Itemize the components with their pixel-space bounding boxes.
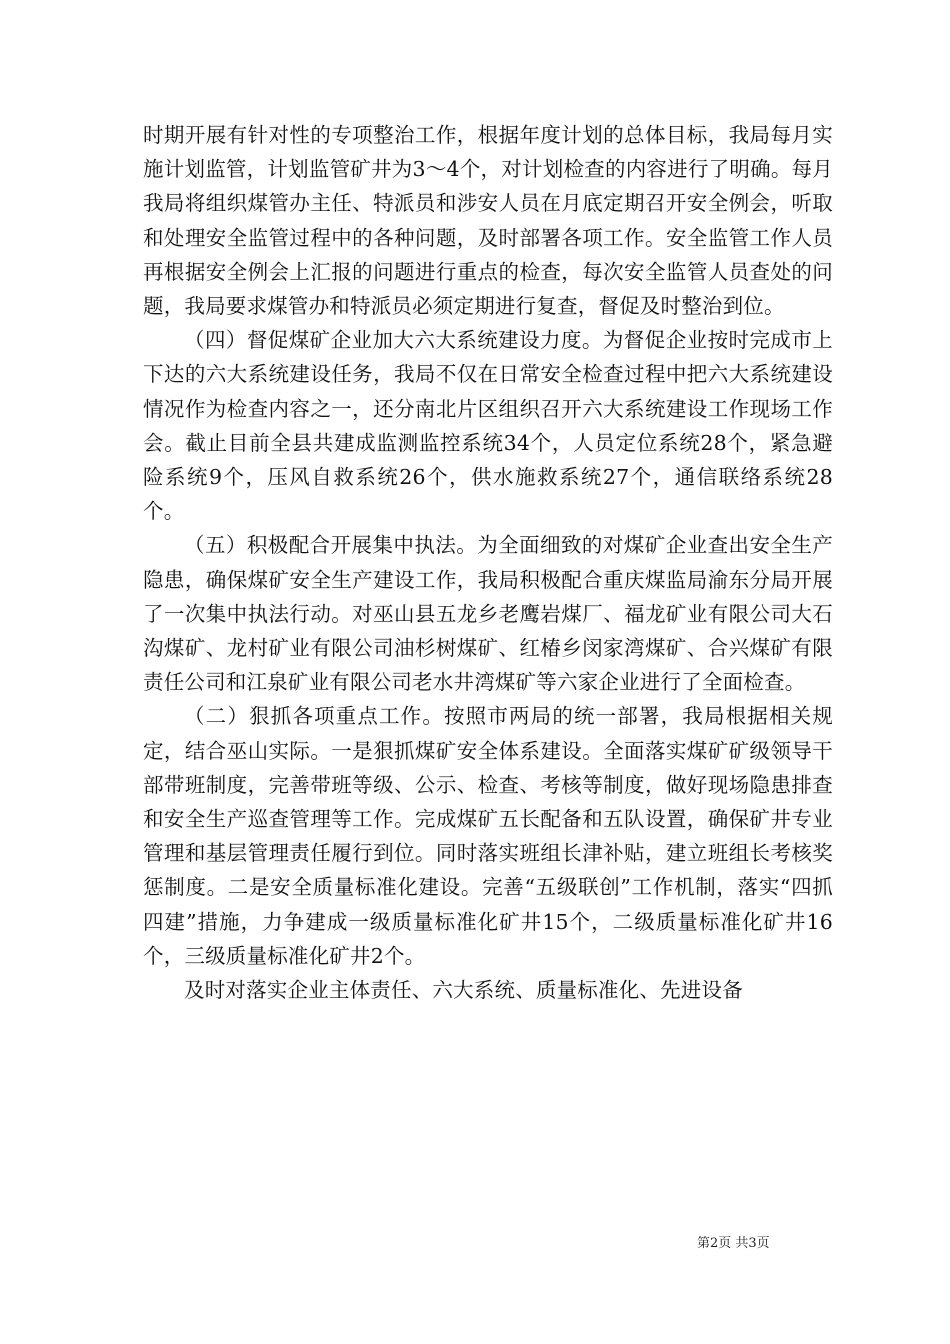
paragraph-5: 及时对落实企业主体责任、六大系统、质量标准化、先进设备 [184,978,743,1003]
paragraph-2: （四）督促煤矿企业加大六大系统建设力度。为督促企业按时完成市上下达的六大系统建设任务，我局不仅在日常安全检查过程中把六大系统建设情况作为检查内容之一，还分南北片区组织召开六大系统建设工作现场工作会。截止目前全县共建成监测监控系统34个，人员定位系统28个，紧急避险系统9个，压风自救系统26个，供水施救系统27个，通信联络系统28个。 [143,328,833,524]
body-text [143,118,833,1007]
paragraph-1: 时期开展有针对性的专项整治工作，根据年度计划的总体目标，我局每月实施计划监管，计划监管矿井为3～4个，对计划检查的内容进行了明确。每月我局将组织煤管办主任、特派员和涉安人员在月底定期召开安全例会，听取和处理安全监管过程中的各种问题，及时部署各项工作。安全监管工作人员再根据安全例会上汇报的问题进行重点的检查，每次安全监管人员查处的问题，我局要求煤管办和特派员必须定期进行复查，督促及时整治到位。 [143,123,833,319]
paragraph-4: （二）狠抓各项重点工作。按照市两局的统一部署，我局根据相关规定，结合巫山实际。一是狠抓煤矿安全体系建设。全面落实煤矿矿级领导干部带班制度，完善带班等级、公示、检查、考核等制度，做好现场隐患排查和安全生产巡查管理等工作。完成煤矿五长配备和五队设置，确保矿井专业管理和基层管理责任履行到位。同时落实班组长津补贴，建立班组长考核奖惩制度。二是安全质量标准化建设。完善“五级联创”工作机制，落实“四抓四建”措施，力争建成一级质量标准化矿井15个，二级质量标准化矿井16个，三级质量标准化矿井2个。 [143,704,833,968]
page-footer: 第2页 共3页 [697,1236,770,1251]
paragraph-3: （五）积极配合开展集中执法。为全面细致的对煤矿企业查出安全生产隐患，确保煤矿安全生产建设工作，我局积极配合重庆煤监局渝东分局开展了一次集中执法行动。对巫山县五龙乡老鹰岩煤厂、福龙矿业有限公司大石沟煤矿、龙村矿业有限公司油杉树煤矿、红椿乡闵家湾煤矿、合兴煤矿有限责任公司和江泉矿业有限公司老水井湾煤矿等六家企业进行了全面检查。 [143,533,833,695]
